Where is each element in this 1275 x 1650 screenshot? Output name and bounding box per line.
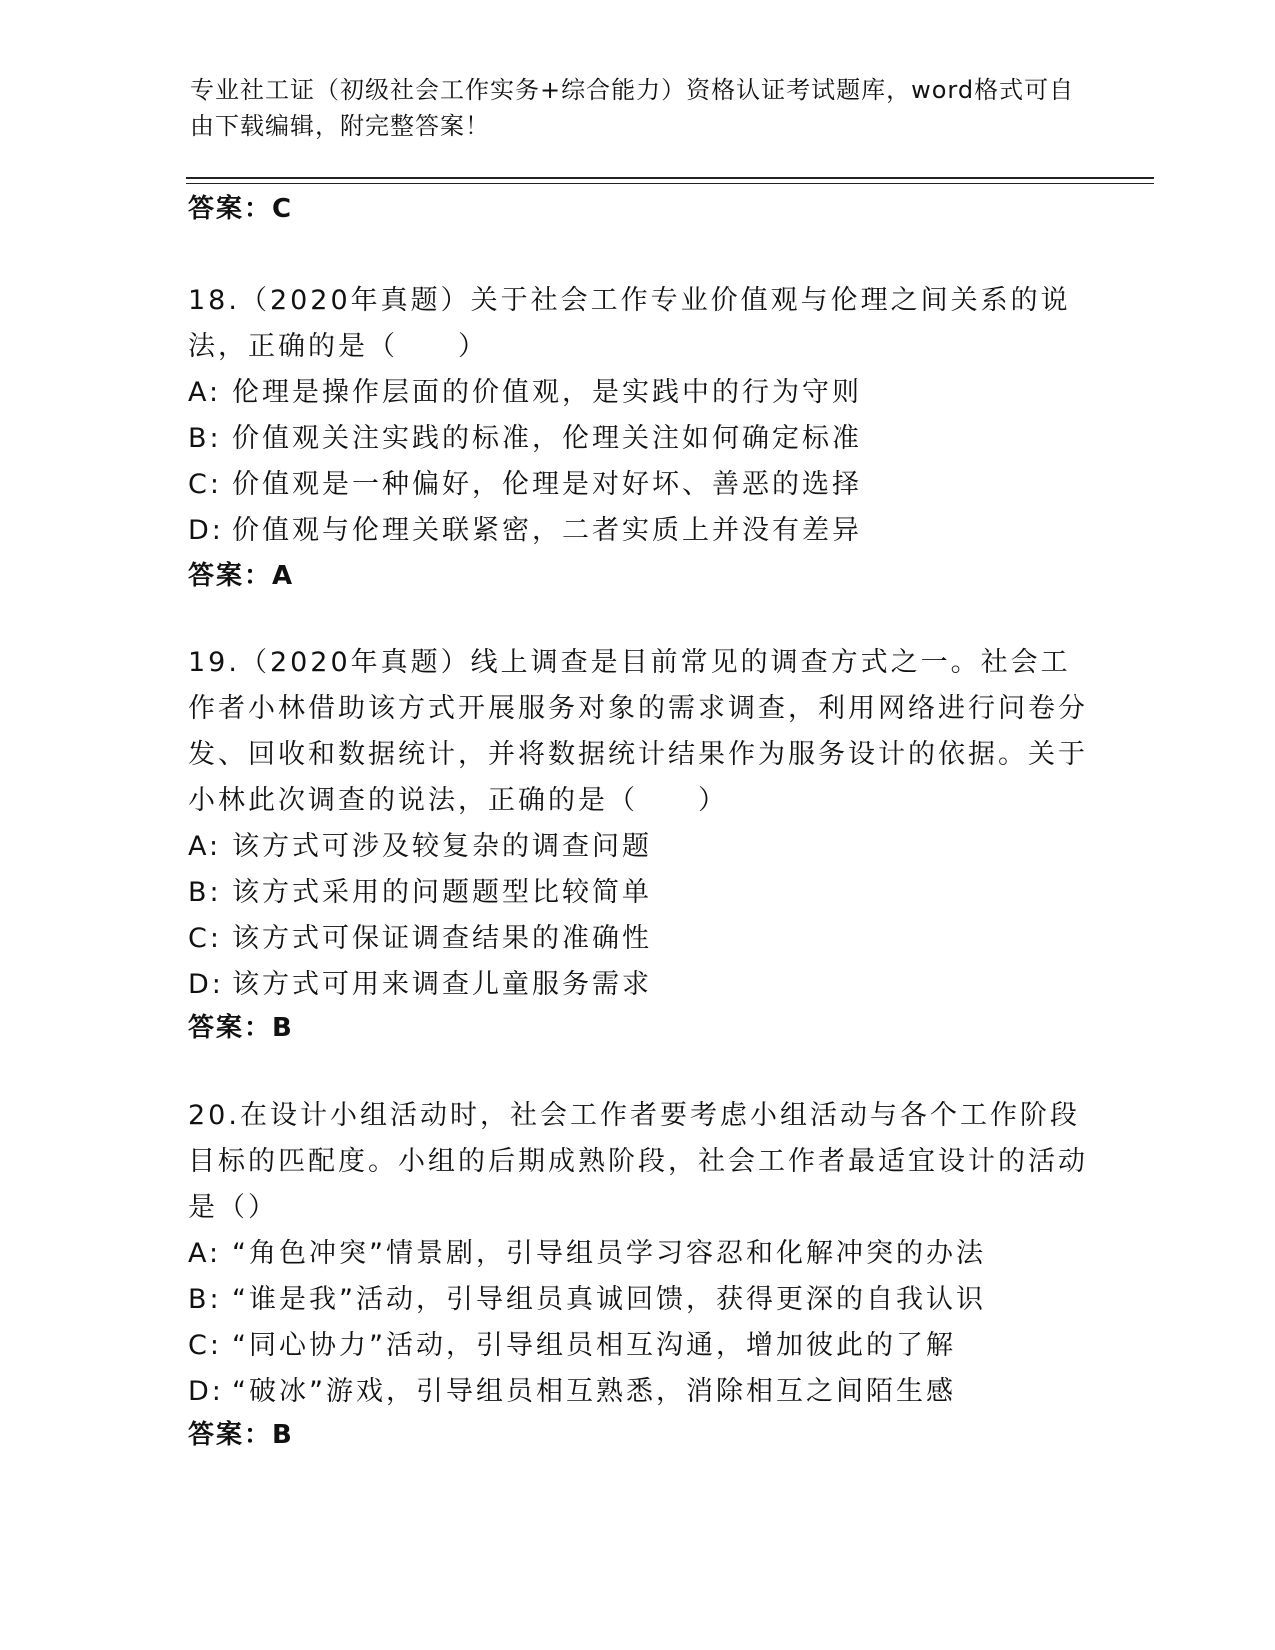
option-a: A: 伦理是操作层面的价值观，是实践中的行为守则 [188,377,862,408]
header-divider-thick [186,177,1154,179]
option-d: D: 该方式可用来调查儿童服务需求 [188,969,652,1000]
option-c: C: 该方式可保证调查结果的准确性 [188,923,652,954]
option-c: C: “同心协力”活动，引导组员相互沟通，增加彼此的了解 [188,1330,956,1361]
answer-19: 答案：B [188,1013,294,1043]
option-b: B: 价值观关注实践的标准，伦理关注如何确定标准 [188,423,862,454]
question-20 [188,1093,1088,1415]
option-b: B: “谁是我”活动，引导组员真诚回馈，获得更深的自我认识 [188,1284,986,1315]
header-divider-thin [186,183,1154,184]
question-18 [188,278,1088,554]
option-a: A: 该方式可涉及较复杂的调查问题 [188,831,652,862]
option-c: C: 价值观是一种偏好，伦理是对好坏、善恶的选择 [188,469,862,500]
option-a: A: “角色冲突”情景剧，引导组员学习容忍和化解冲突的办法 [188,1238,986,1269]
answer-20: 答案：B [188,1420,294,1450]
question-stem: 18.（2020年真题）关于社会工作专业价值观与伦理之间关系的说法，正确的是（ ） [188,285,1071,362]
question-stem: 19.（2020年真题）线上调查是目前常见的调查方式之一。社会工作者小林借助该方式开展服务对象的需求调查，利用网络进行问卷分发、回收和数据统计，并将数据统计结果作为服务设计的依据。关于小林此次调查的说法，正确的是（ ） [188,647,1088,816]
question-stem: 20.在设计小组活动时，社会工作者要考虑小组活动与各个工作阶段目标的匹配度。小组的后期成熟阶段，社会工作者最适宜设计的活动是（） [188,1100,1088,1223]
answer-18: 答案：A [188,561,295,591]
document-header: 专业社工证（初级社会工作实务+综合能力）资格认证考试题库，word格式可自由下载编辑，附完整答案！ [190,76,1075,140]
question-19 [188,640,1088,1008]
option-d: D: 价值观与伦理关联紧密，二者实质上并没有差异 [188,515,862,546]
previous-answer: 答案：C [188,194,294,224]
option-b: B: 该方式采用的问题题型比较简单 [188,877,652,908]
option-d: D: “破冰”游戏，引导组员相互熟悉，消除相互之间陌生感 [188,1376,956,1407]
